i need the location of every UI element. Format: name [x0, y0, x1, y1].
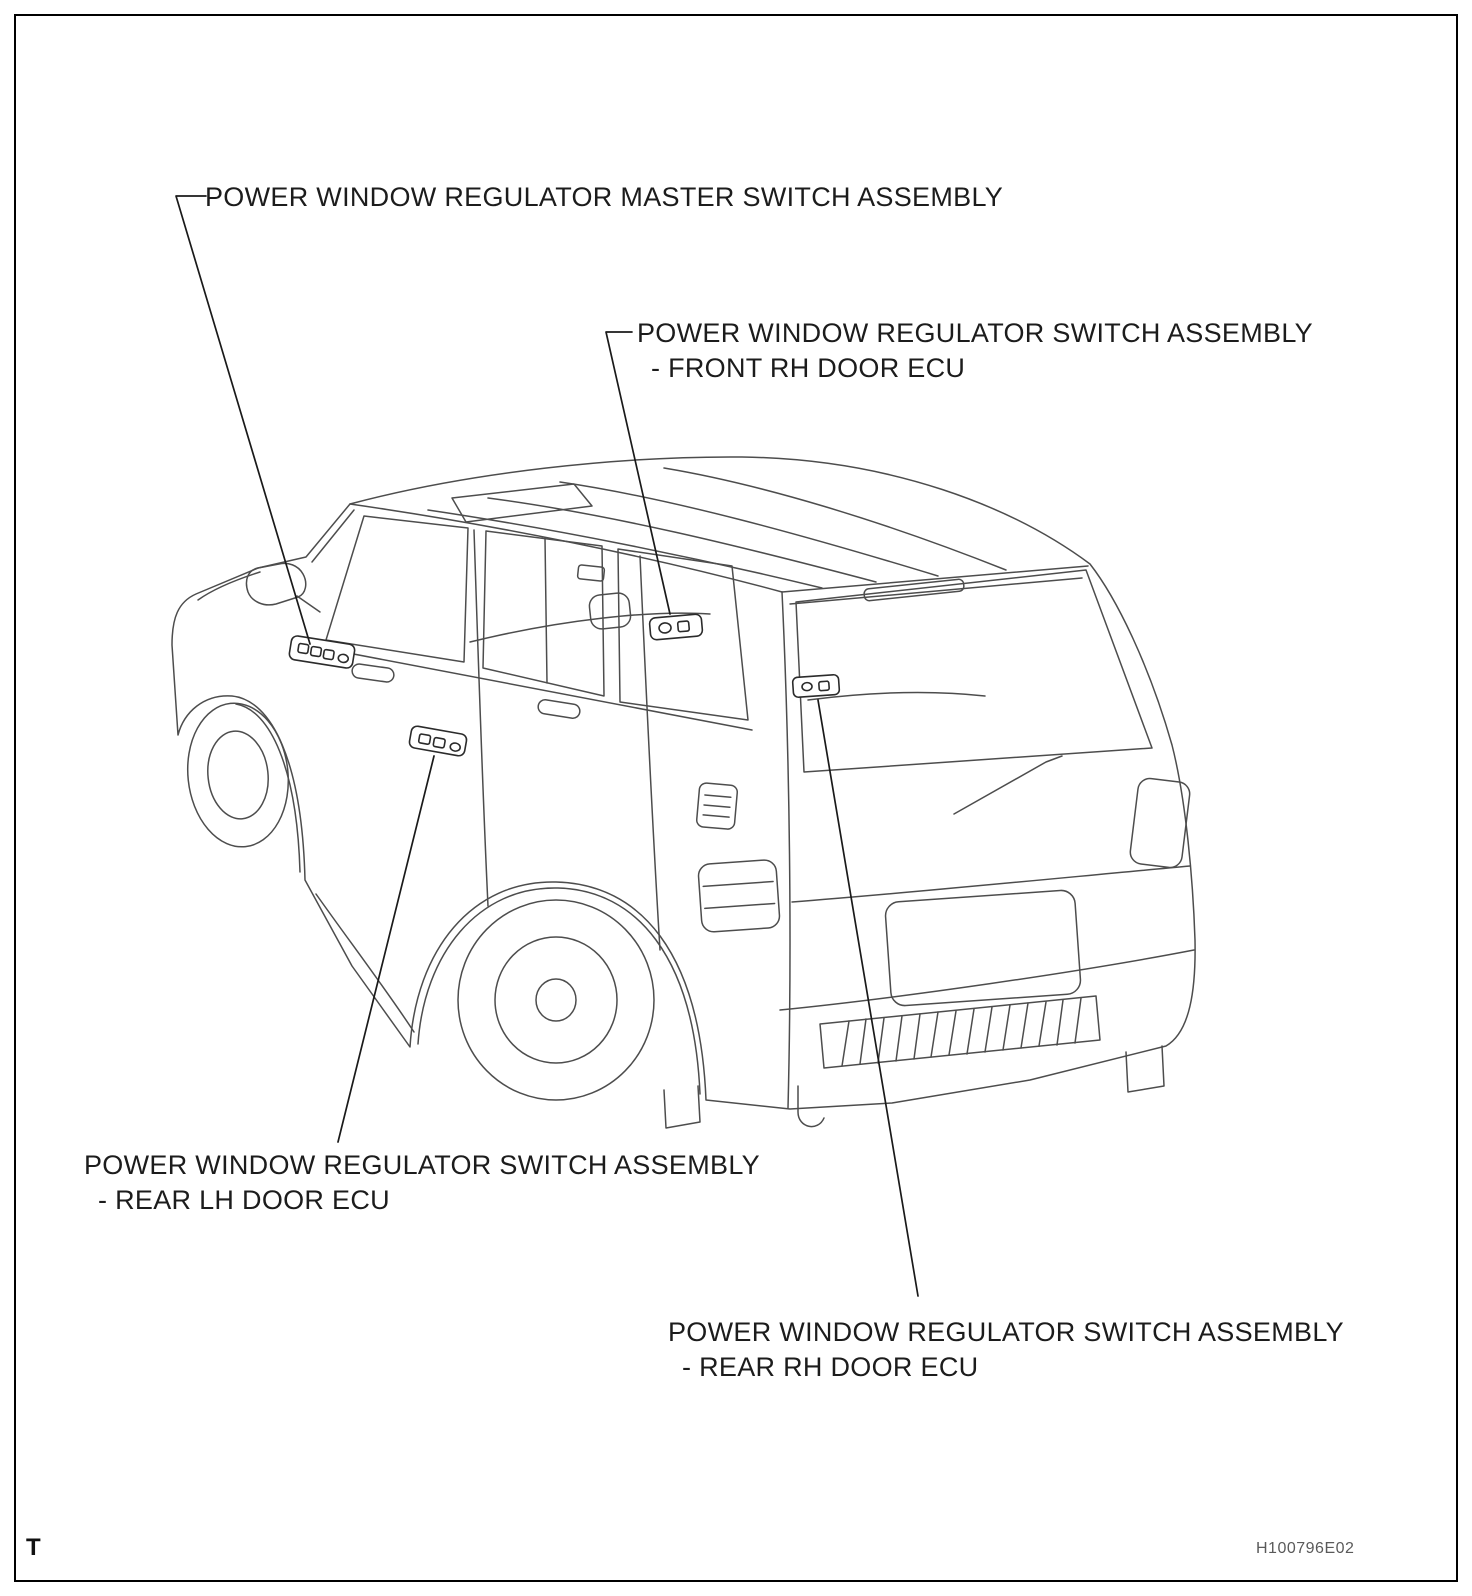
- rear-wheel-hub: [536, 979, 576, 1021]
- corner-mark: T: [26, 1534, 41, 1561]
- leader-rear-rh-switch: [818, 700, 918, 1296]
- rear-rh-switch-assembly: [792, 674, 839, 697]
- rear-wheel-outer: [458, 900, 654, 1100]
- mud-flap-right: [1126, 1046, 1164, 1092]
- roof-ribs: [428, 468, 1006, 588]
- rear-door-glass-divider: [545, 538, 547, 683]
- body-outline: [172, 457, 1195, 1109]
- tail-lamp-left: [698, 859, 781, 932]
- callout-rear-lh-switch: [84, 1148, 760, 1218]
- callout-rear-rh-switch: [668, 1315, 1344, 1385]
- front-rear-door-seam: [474, 530, 488, 906]
- callout-front-rh-switch: [637, 316, 1313, 386]
- rear-wheel-inner: [495, 937, 617, 1063]
- a-pillar-line: [312, 510, 354, 562]
- rear-window: [796, 570, 1152, 772]
- callout-front-rh-switch-sublabel: - FRONT RH DOOR ECU: [651, 353, 966, 383]
- roof-detail: [577, 565, 604, 582]
- bumper-top: [780, 950, 1194, 1010]
- vehicle-drawing: [172, 457, 1195, 1128]
- front-wheel-outer: [181, 698, 296, 852]
- callout-rear-lh-switch-label: POWER WINDOW REGULATOR SWITCH ASSEMBLY: [84, 1150, 760, 1180]
- front-rh-switch-assembly: [649, 614, 703, 640]
- tow-hook: [798, 1086, 824, 1127]
- rear-wiper: [954, 756, 1062, 814]
- rear-door-glass: [483, 531, 604, 696]
- belt-line: [322, 648, 752, 730]
- rear-lh-switch-assembly: [409, 725, 468, 756]
- rear-corner-seam: [782, 592, 790, 1108]
- master-switch-assembly: [289, 635, 356, 669]
- callout-rear-rh-switch-label: POWER WINDOW REGULATOR SWITCH ASSEMBLY: [668, 1317, 1344, 1347]
- rear-door-handle: [537, 699, 581, 719]
- figure-code: H100796E02: [1256, 1540, 1355, 1557]
- leader-rear-lh-switch: [338, 756, 434, 1142]
- switch-assemblies: [289, 614, 840, 757]
- callout-rear-lh-switch-sublabel: - REAR LH DOOR ECU: [98, 1185, 390, 1215]
- rocker-step: [316, 894, 414, 1032]
- callout-master-switch: [205, 180, 1003, 215]
- callout-front-rh-switch-label: POWER WINDOW REGULATOR SWITCH ASSEMBLY: [637, 318, 1313, 348]
- leader-master-switch: [176, 196, 310, 644]
- headrest: [588, 592, 631, 630]
- quarter-vent: [696, 783, 738, 830]
- roof-near-rail: [350, 504, 782, 592]
- callout-rear-rh-switch-sublabel: - REAR RH DOOR ECU: [682, 1352, 979, 1382]
- front-wheel-inner: [204, 728, 273, 822]
- license-recess: [885, 889, 1082, 1006]
- callout-master-switch-label: POWER WINDOW REGULATOR MASTER SWITCH ASSEMBLY: [205, 182, 1004, 212]
- mud-flap-left: [664, 1086, 700, 1128]
- front-door-glass: [326, 516, 468, 662]
- front-door-handle: [351, 663, 395, 683]
